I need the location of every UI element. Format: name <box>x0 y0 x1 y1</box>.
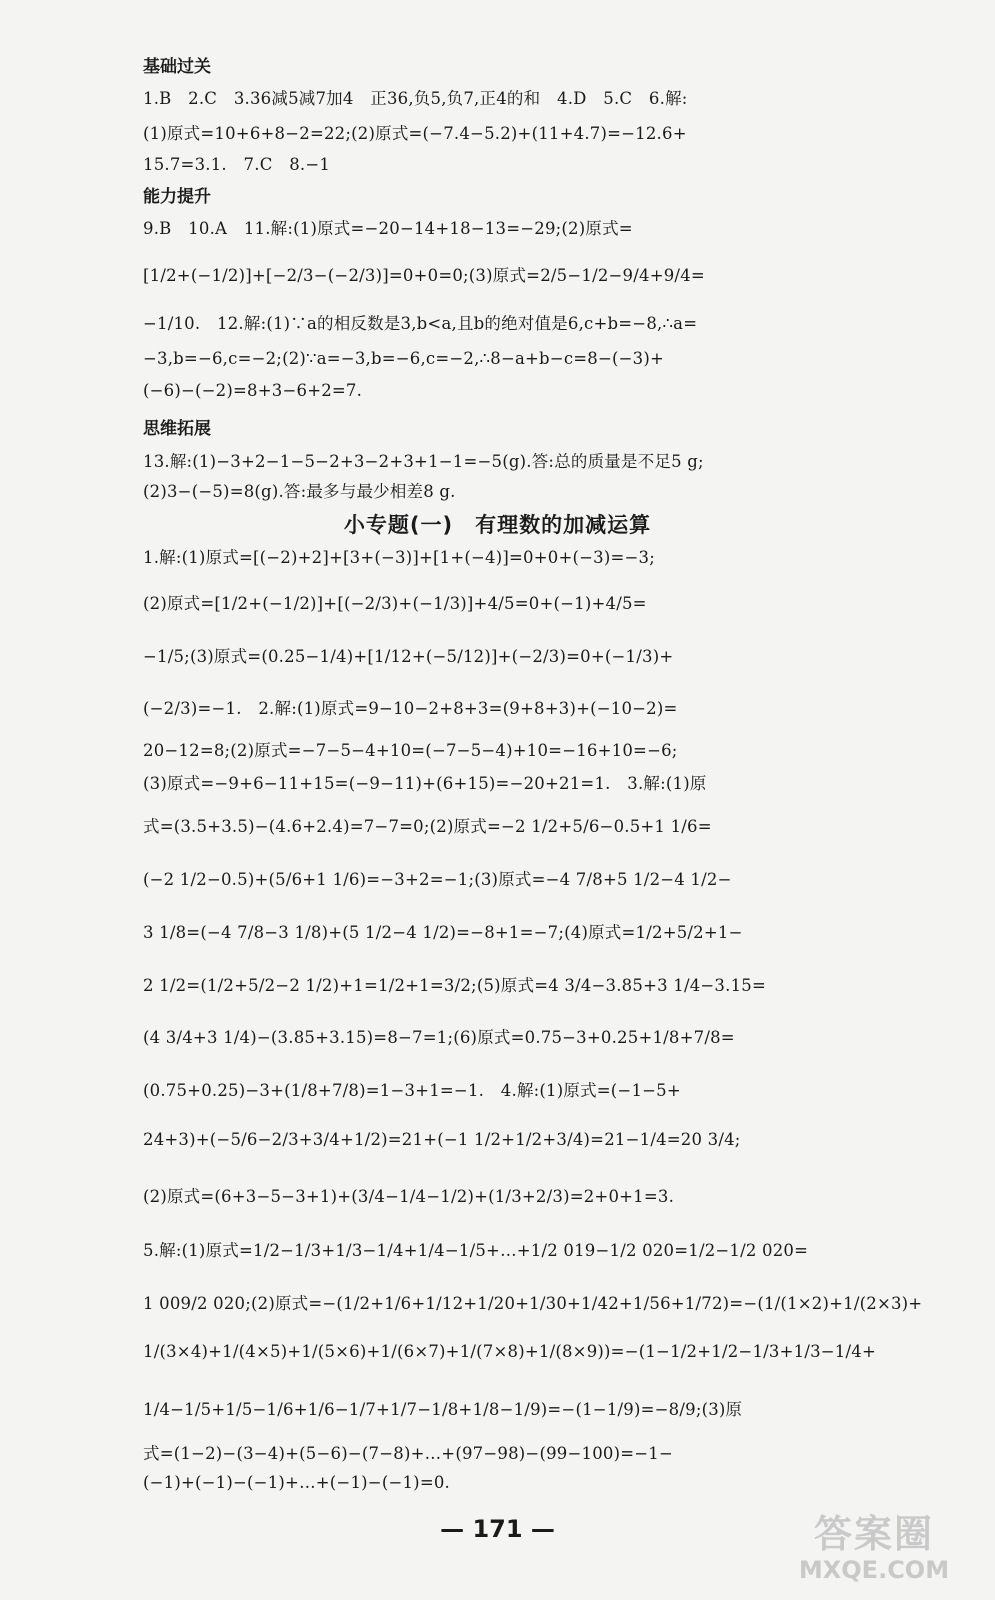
answer-line-5: [1/2+(−1/2)]+[−2/3−(−2/3)]=0+0=0;(3)原式=2/5−1/2−9/4+9/4= <box>143 266 705 285</box>
section-heading-ability: 能力提升 <box>143 187 211 207</box>
watermark-url: MXQE.COM <box>798 1556 950 1584</box>
answer-line-22: (0.75+0.25)−3+(1/8+7/8)=1−3+1=−1. 4.解:(1)原式=(−1−5+ <box>143 1081 681 1100</box>
answer-line-24: (2)原式=(6+3−5−3+1)+(3/4−1/4−1/2)+(1/3+2/3)=2+0+1=3. <box>143 1187 675 1206</box>
answer-line-1: 1.B 2.C 3.36减5减7加4 正36,负5,负7,正4的和 4.D 5.C 6.解: <box>143 89 688 108</box>
answer-line-28: 1/4−1/5+1/5−1/6+1/6−1/7+1/7−1/8+1/8−1/9)=−(1−1/9)=−8/9;(3)原 <box>143 1400 743 1419</box>
section-heading-thinking: 思维拓展 <box>143 419 211 439</box>
section-heading-basic: 基础过关 <box>143 57 211 77</box>
answer-line-10: (2)3−(−5)=8(g).答:最多与最少相差8 g. <box>143 482 456 501</box>
answer-line-6: −1/10. 12.解:(1)∵a的相反数是3,b<a,且b的绝对值是6,c+b=−8,∴a= <box>143 314 698 333</box>
answer-line-17: 式=(3.5+3.5)−(4.6+2.4)=7−7=0;(2)原式=−2 1/2+5/6−0.5+1 1/6= <box>143 817 712 836</box>
answer-line-16: (3)原式=−9+6−11+15=(−9−11)+(6+15)=−20+21=1. 3.解:(1)原 <box>143 774 707 793</box>
answer-line-20: 2 1/2=(1/2+5/2−2 1/2)+1=1/2+1=3/2;(5)原式=4 3/4−3.85+3 1/4−3.15= <box>143 976 766 995</box>
answer-line-11: 1.解:(1)原式=[(−2)+2]+[3+(−3)]+[1+(−4)]=0+0+(−3)=−3; <box>143 548 656 567</box>
answer-line-4: 9.B 10.A 11.解:(1)原式=−20−14+18−13=−29;(2)原式= <box>143 219 633 238</box>
answer-line-13: −1/5;(3)原式=(0.25−1/4)+[1/12+(−5/12)]+(−2/3)=0+(−1/3)+ <box>143 647 674 666</box>
watermark-text: 答案圈 <box>813 1512 934 1556</box>
watermark-logo <box>779 1512 969 1592</box>
answer-line-3: 15.7=3.1. 7.C 8.−1 <box>143 155 331 174</box>
answer-line-21: (4 3/4+3 1/4)−(3.85+3.15)=8−7=1;(6)原式=0.75−3+0.25+1/8+7/8= <box>143 1028 735 1047</box>
answer-line-29: 式=(1−2)−(3−4)+(5−6)−(7−8)+…+(97−98)−(99−100)=−1− <box>143 1444 674 1463</box>
answer-line-18: (−2 1/2−0.5)+(5/6+1 1/6)=−3+2=−1;(3)原式=−4 7/8+5 1/2−4 1/2− <box>143 870 732 889</box>
answer-line-27: 1/(3×4)+1/(4×5)+1/(5×6)+1/(6×7)+1/(7×8)+1/(8×9))=−(1−1/2+1/2−1/3+1/3−1/4+ <box>143 1342 876 1361</box>
answer-line-8: (−6)−(−2)=8+3−6+2=7. <box>143 381 363 400</box>
answer-line-12: (2)原式=[1/2+(−1/2)]+[(−2/3)+(−1/3)]+4/5=0+(−1)+4/5= <box>143 594 647 613</box>
answer-line-25: 5.解:(1)原式=1/2−1/3+1/3−1/4+1/4−1/5+…+1/2 019−1/2 020=1/2−1/2 020= <box>143 1241 809 1260</box>
answer-line-23: 24+3)+(−5/6−2/3+3/4+1/2)=21+(−1 1/2+1/2+3/4)=21−1/4=20 3/4; <box>143 1130 741 1149</box>
answer-line-2: (1)原式=10+6+8−2=22;(2)原式=(−7.4−5.2)+(11+4.7)=−12.6+ <box>143 124 687 143</box>
answer-line-15: 20−12=8;(2)原式=−7−5−4+10=(−7−5−4)+10=−16+10=−6; <box>143 741 678 760</box>
page-number: — 171 — <box>440 1515 555 1543</box>
answer-line-30: (−1)+(−1)−(−1)+…+(−1)−(−1)=0. <box>143 1473 450 1492</box>
answer-line-14: (−2/3)=−1. 2.解:(1)原式=9−10−2+8+3=(9+8+3)+(−10−2)= <box>143 699 678 718</box>
answer-line-9: 13.解:(1)−3+2−1−5−2+3−2+3+1−1=−5(g).答:总的质量是不足5 g; <box>143 452 704 471</box>
answer-line-26: 1 009/2 020;(2)原式=−(1/2+1/6+1/12+1/20+1/30+1/42+1/56+1/72)=−(1/(1×2)+1/(2×3)+ <box>143 1294 923 1313</box>
special-topic-title: 小专题(一) 有理数的加减运算 <box>343 513 652 537</box>
answer-line-19: 3 1/8=(−4 7/8−3 1/8)+(5 1/2−4 1/2)=−8+1=−7;(4)原式=1/2+5/2+1− <box>143 923 743 942</box>
answer-line-7: −3,b=−6,c=−2;(2)∵a=−3,b=−6,c=−2,∴8−a+b−c=8−(−3)+ <box>143 349 665 368</box>
